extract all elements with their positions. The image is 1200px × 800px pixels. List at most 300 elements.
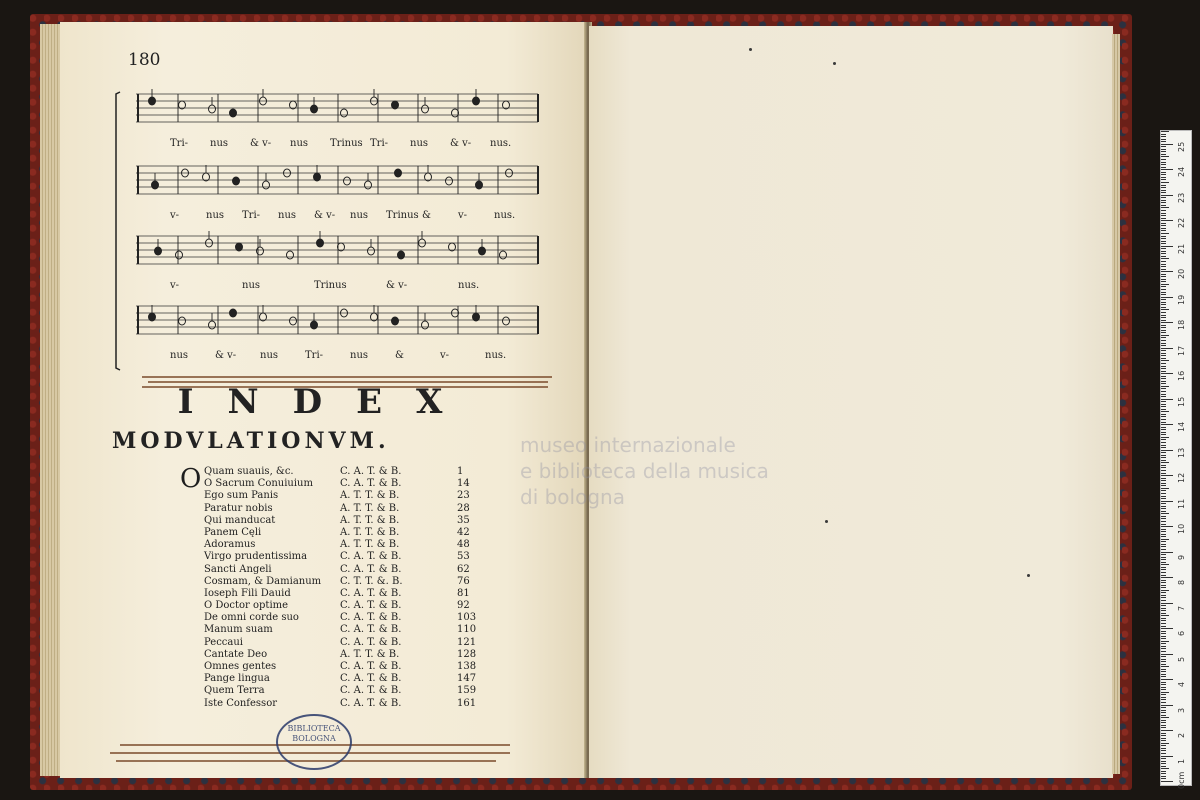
stamp-line: BOLOGNA xyxy=(292,734,336,743)
right-page-blank xyxy=(589,26,1113,778)
ruler-label: 20 xyxy=(1177,269,1186,280)
ruler-tick xyxy=(1161,592,1166,593)
lyric-syllable: v- xyxy=(170,280,180,291)
ruler-tick xyxy=(1161,587,1166,588)
ruler-tick xyxy=(1161,169,1173,170)
index-entry-title: Adoramus xyxy=(204,539,256,551)
index-entry-voices: A. T. T. & B. xyxy=(340,514,400,526)
index-entry-voices: C. A. T. & B. xyxy=(340,661,402,672)
drop-initial: O xyxy=(180,464,202,494)
ruler-tick xyxy=(1161,541,1166,542)
ruler-tick xyxy=(1161,149,1166,150)
ruler-tick xyxy=(1161,343,1166,344)
index-entry xyxy=(180,698,480,710)
ruler-tick xyxy=(1161,503,1166,504)
right-page-edges xyxy=(1112,34,1120,774)
index-entry-title: Sancti Angeli xyxy=(204,563,272,575)
ruler-tick xyxy=(1161,738,1166,739)
ruler-tick xyxy=(1161,279,1166,280)
ruler-tick xyxy=(1161,251,1166,252)
ruler-tick xyxy=(1161,771,1166,772)
ruler-label: 17 xyxy=(1177,345,1186,356)
lyric-syllable: Tri- xyxy=(370,138,389,149)
index-entry-title: Peccaui xyxy=(204,636,243,648)
lyric-syllable: & v- xyxy=(314,210,336,221)
ruler-tick xyxy=(1161,146,1166,147)
ruler-tick xyxy=(1161,597,1166,598)
ruler-tick xyxy=(1161,595,1166,596)
ruler-tick xyxy=(1161,674,1166,675)
watermark-line: e biblioteca della musica xyxy=(520,459,769,483)
index-entry-voices: C. A. T. & B. xyxy=(340,563,402,575)
ruler-tick xyxy=(1161,564,1169,565)
lyric-syllable: & xyxy=(422,210,431,221)
ruler-label: 21 xyxy=(1177,243,1186,254)
note-head xyxy=(479,247,486,255)
ruler-label: 0cm xyxy=(1177,771,1186,789)
ruler-tick xyxy=(1161,467,1166,468)
ruler-tick xyxy=(1161,271,1173,272)
lyric-syllable: v- xyxy=(440,350,450,361)
ruler-tick xyxy=(1161,687,1166,688)
ruler-tick xyxy=(1161,457,1166,458)
ruler-tick xyxy=(1161,299,1166,300)
ruler-tick xyxy=(1161,536,1166,537)
ruler-tick xyxy=(1161,177,1166,178)
ruler-tick xyxy=(1161,758,1166,759)
note-head xyxy=(179,317,186,325)
ruler-tick xyxy=(1161,320,1166,321)
ruler-tick xyxy=(1161,225,1166,226)
ruler-tick xyxy=(1161,230,1166,231)
paper-speck xyxy=(749,48,752,51)
ruler-tick xyxy=(1161,182,1169,183)
ruler-tick xyxy=(1161,350,1166,351)
measurement-ruler xyxy=(1160,130,1192,789)
ruler-tick xyxy=(1161,513,1169,514)
ruler-tick xyxy=(1161,572,1166,573)
ruler-tick xyxy=(1161,355,1166,356)
ruler-tick xyxy=(1161,419,1166,420)
ruler-tick xyxy=(1161,162,1166,163)
ruler-tick xyxy=(1161,404,1166,405)
ruler-tick xyxy=(1161,697,1166,698)
index-entry-voices: C. A. T. & B. xyxy=(340,636,402,648)
ruler-tick xyxy=(1161,297,1173,298)
ruler-tick xyxy=(1161,401,1166,402)
ruler-tick xyxy=(1161,394,1166,395)
note-head xyxy=(422,321,429,329)
index-entry-voices: C. A. T. & B. xyxy=(340,600,402,612)
ruler-tick xyxy=(1161,620,1166,621)
lyric-syllable: nus. xyxy=(490,138,512,149)
ruler-tick xyxy=(1161,406,1166,407)
ruler-tick xyxy=(1161,600,1166,601)
ruler-label: 12 xyxy=(1177,472,1186,484)
ruler-tick xyxy=(1161,465,1166,466)
ruler-tick xyxy=(1161,312,1166,313)
left-page-edges xyxy=(40,24,62,776)
ruler-tick xyxy=(1161,664,1166,665)
ruler-tick xyxy=(1161,679,1173,680)
ruler-tick xyxy=(1161,493,1166,494)
ruler-tick xyxy=(1161,756,1173,757)
ruler-tick xyxy=(1161,480,1166,481)
digital-watermark xyxy=(520,432,850,510)
note-head xyxy=(263,181,270,189)
ruler-tick xyxy=(1161,307,1166,308)
ruler-tick xyxy=(1161,460,1166,461)
ruler-tick xyxy=(1161,411,1169,412)
index-entry-title: Quem Terra xyxy=(204,685,265,697)
ruler-tick xyxy=(1161,730,1173,731)
note-head xyxy=(398,251,405,259)
ruler-tick xyxy=(1161,292,1166,293)
ruler-tick xyxy=(1161,633,1166,634)
ruler-tick xyxy=(1161,348,1173,349)
ruler-tick xyxy=(1161,608,1166,609)
ruler-tick xyxy=(1161,422,1166,423)
index-entry xyxy=(180,661,480,673)
index-entry-title: Quam suauis, &c. xyxy=(204,466,294,477)
index-entry-title: Iste Confessor xyxy=(204,697,277,709)
ruler-tick xyxy=(1161,151,1166,152)
ruler-label: 7 xyxy=(1177,605,1186,611)
note-head xyxy=(392,101,399,109)
ruler-tick xyxy=(1161,228,1166,229)
index-entry-voices: C. T. T. &. B. xyxy=(340,575,403,587)
ruler-tick xyxy=(1161,745,1166,746)
ruler-tick xyxy=(1161,179,1166,180)
ink-stroke xyxy=(142,376,552,378)
ruler-tick xyxy=(1161,720,1166,721)
ruler-tick xyxy=(1161,391,1166,392)
lyric-syllable: nus xyxy=(278,210,297,221)
ruler-tick xyxy=(1161,654,1173,655)
ruler-label: 14 xyxy=(1177,421,1186,433)
ruler-tick xyxy=(1161,134,1166,135)
ruler-tick xyxy=(1161,559,1166,560)
system-brace xyxy=(116,92,120,370)
index-title: INDEX xyxy=(177,382,477,422)
ruler-label: 5 xyxy=(1177,656,1186,662)
ruler-tick xyxy=(1161,335,1169,336)
ruler-tick xyxy=(1161,399,1173,400)
index-entry-page: 48 xyxy=(457,539,470,551)
note-head xyxy=(368,247,375,255)
ruler-tick xyxy=(1161,483,1166,484)
ruler-tick xyxy=(1161,386,1169,387)
ruler-tick xyxy=(1161,659,1166,660)
index-entry xyxy=(180,576,480,588)
ruler-tick xyxy=(1161,534,1166,535)
lyric-syllable: nus xyxy=(290,138,309,149)
ruler-tick xyxy=(1161,676,1166,677)
index-entry-page: 42 xyxy=(457,526,470,538)
note-head xyxy=(152,181,159,189)
ruler-tick xyxy=(1161,638,1166,639)
ruler-tick xyxy=(1161,450,1173,451)
index-entry xyxy=(180,527,480,539)
ruler-label: 8 xyxy=(1177,579,1186,586)
index-entry-title: Manum suam xyxy=(204,624,273,636)
ruler-tick xyxy=(1161,315,1166,316)
ruler-tick xyxy=(1161,552,1173,553)
index-entry xyxy=(180,503,480,515)
ruler-label: 16 xyxy=(1177,370,1186,382)
ruler-label: 22 xyxy=(1177,218,1186,229)
ruler-tick xyxy=(1161,378,1166,379)
ruler-label: 18 xyxy=(1177,319,1186,331)
ruler-tick xyxy=(1161,264,1166,265)
note-head xyxy=(209,105,216,113)
lyric-syllable: nus xyxy=(170,350,189,361)
ruler-tick xyxy=(1161,266,1166,267)
note-head xyxy=(311,105,318,113)
ruler-tick xyxy=(1161,205,1166,206)
index-entry xyxy=(180,478,480,490)
ruler-tick xyxy=(1161,144,1173,145)
ruler-tick xyxy=(1161,763,1166,764)
index-entry-title: De omni corde suo xyxy=(204,612,299,624)
lyric-syllable: v- xyxy=(458,210,468,221)
index-entry xyxy=(180,673,480,685)
ruler-tick xyxy=(1161,776,1166,777)
music-staves-drawing xyxy=(112,88,552,378)
note-head xyxy=(314,173,321,181)
index-entry xyxy=(180,551,480,563)
ruler-tick xyxy=(1161,710,1166,711)
index-entry-page: 28 xyxy=(457,502,470,514)
index-entry xyxy=(180,515,480,527)
ruler-tick xyxy=(1161,715,1166,716)
note-head xyxy=(341,109,348,117)
ruler-tick xyxy=(1161,666,1169,667)
ruler-tick xyxy=(1161,743,1169,744)
ruler-tick xyxy=(1161,340,1166,341)
ruler-tick xyxy=(1161,276,1166,277)
ruler-tick xyxy=(1161,656,1166,657)
index-entry-title: Ego sum Panis xyxy=(204,490,279,502)
index-entry-page: 62 xyxy=(457,563,470,575)
ruler-tick xyxy=(1161,643,1166,644)
ruler-tick xyxy=(1161,488,1169,489)
ruler-tick xyxy=(1161,521,1166,522)
note-head xyxy=(365,181,372,189)
note-head xyxy=(422,105,429,113)
index-subtitle: MODVLATIONVM. xyxy=(112,428,390,454)
ruler-tick xyxy=(1161,192,1166,193)
note-head xyxy=(257,247,264,255)
ruler-tick xyxy=(1161,317,1166,318)
index-entry-title: O Doctor optime xyxy=(204,600,289,612)
ruler-tick xyxy=(1161,325,1166,326)
ruler-tick xyxy=(1161,302,1166,303)
index-entry-title: Cantate Deo xyxy=(204,648,268,660)
ruler-tick xyxy=(1161,258,1169,259)
note-head xyxy=(503,317,510,325)
ruler-tick xyxy=(1161,740,1166,741)
ruler-tick xyxy=(1161,253,1166,254)
ruler-tick xyxy=(1161,309,1169,310)
ruler-tick xyxy=(1161,610,1166,611)
ruler-tick xyxy=(1161,274,1166,275)
ruler-label: 10 xyxy=(1177,523,1186,535)
ruler-label: 3 xyxy=(1177,707,1186,713)
ruler-label: 15 xyxy=(1177,396,1186,407)
ruler-label: 25 xyxy=(1177,141,1186,152)
ruler-tick xyxy=(1161,725,1166,726)
ruler-tick xyxy=(1161,167,1166,168)
ruler-tick xyxy=(1161,197,1166,198)
ruler-tick xyxy=(1161,207,1169,208)
ruler-tick xyxy=(1161,722,1166,723)
ruler-tick xyxy=(1161,213,1166,214)
ruler-tick xyxy=(1161,646,1166,647)
ruler-tick xyxy=(1161,248,1166,249)
ruler-tick xyxy=(1161,330,1166,331)
ruler-tick xyxy=(1161,371,1166,372)
ruler-tick xyxy=(1161,172,1166,173)
ruler-tick xyxy=(1161,358,1166,359)
ruler-tick xyxy=(1161,200,1166,201)
index-entry-voices: C. A. T. & B. xyxy=(340,551,402,563)
index-entry-voices: C. A. T. & B. xyxy=(340,587,402,599)
ruler-tick xyxy=(1161,353,1166,354)
ruler-tick xyxy=(1161,131,1169,132)
ruler-tick xyxy=(1161,526,1173,527)
lyric-syllable: Tri- xyxy=(170,138,189,149)
note-head xyxy=(230,109,237,117)
ruler-tick xyxy=(1161,473,1166,474)
ruler-tick xyxy=(1161,518,1166,519)
ruler-tick xyxy=(1161,238,1166,239)
ruler-tick xyxy=(1161,478,1166,479)
ruler-tick xyxy=(1161,332,1166,333)
ruler-tick xyxy=(1161,424,1173,425)
index-entry xyxy=(180,624,480,636)
note-head xyxy=(452,109,459,117)
index-entry xyxy=(180,612,480,624)
note-head xyxy=(155,247,162,255)
paper-speck xyxy=(825,520,828,523)
lyric-syllable: nus xyxy=(206,210,225,221)
note-head xyxy=(287,251,294,259)
ruler-tick xyxy=(1161,427,1166,428)
lyric-syllable: Trinus xyxy=(314,280,347,291)
ruler-tick xyxy=(1161,506,1166,507)
index-entry-voices: C. A. T. & B. xyxy=(340,466,402,477)
ruler-tick xyxy=(1161,388,1166,389)
lyric-syllable: Tri- xyxy=(305,350,324,361)
ruler-tick xyxy=(1161,727,1166,728)
stamp-line: BIBLIOTECA xyxy=(287,724,341,733)
note-head xyxy=(236,243,243,251)
library-stamp xyxy=(276,714,352,770)
ruler-tick xyxy=(1161,366,1166,367)
ruler-tick xyxy=(1161,498,1166,499)
index-entry-voices: C. A. T. & B. xyxy=(340,673,402,685)
index-entry-voices: A. T. T. & B. xyxy=(340,526,400,538)
note-head xyxy=(230,309,237,317)
ruler-label: 19 xyxy=(1177,294,1186,305)
ruler-tick xyxy=(1161,241,1166,242)
paper-speck xyxy=(833,62,836,65)
index-entry-title: Paratur nobis xyxy=(204,502,273,514)
ruler-tick xyxy=(1161,585,1166,586)
ruler-tick xyxy=(1161,544,1166,545)
ruler-tick xyxy=(1161,529,1166,530)
ruler-tick xyxy=(1161,439,1166,440)
ruler-tick xyxy=(1161,753,1166,754)
ruler-tick xyxy=(1161,261,1166,262)
ruler-tick xyxy=(1161,735,1166,736)
lyric-syllable: & v- xyxy=(215,350,237,361)
index-entry-title: Qui manducat xyxy=(204,514,276,526)
ruler-tick xyxy=(1161,631,1166,632)
index-entry xyxy=(180,539,480,551)
ruler-tick xyxy=(1161,373,1173,374)
index-entry-voices: C. A. T. & B. xyxy=(340,697,402,709)
ruler-tick xyxy=(1161,684,1166,685)
lyric-syllable: & xyxy=(395,350,404,361)
ruler-tick xyxy=(1161,223,1166,224)
ruler-tick xyxy=(1161,669,1166,670)
ruler-tick xyxy=(1161,289,1166,290)
ruler-tick xyxy=(1161,141,1166,142)
note-head xyxy=(311,321,318,329)
ruler-tick xyxy=(1161,692,1169,693)
ruler-tick xyxy=(1161,414,1166,415)
ruler-tick xyxy=(1161,337,1166,338)
ruler-tick xyxy=(1161,286,1166,287)
ruler-tick xyxy=(1161,174,1166,175)
ruler-tick xyxy=(1161,452,1166,453)
ruler-tick xyxy=(1161,733,1166,734)
ruler-tick xyxy=(1161,689,1166,690)
ruler-tick xyxy=(1161,508,1166,509)
ruler-tick xyxy=(1161,603,1173,604)
ruler-tick xyxy=(1161,516,1166,517)
ruler-tick xyxy=(1161,750,1166,751)
ruler-tick xyxy=(1161,447,1166,448)
ruler-tick xyxy=(1161,577,1173,578)
index-entry-title: Panem Cęli xyxy=(204,526,262,538)
lyric-syllable: nus xyxy=(350,350,369,361)
index-entry-voices: A. T. T. & B. xyxy=(340,502,400,514)
ruler-tick xyxy=(1161,623,1166,624)
ruler-tick xyxy=(1161,766,1166,767)
ruler-tick xyxy=(1161,524,1166,525)
ruler-label: 24 xyxy=(1177,167,1186,178)
note-head xyxy=(290,317,297,325)
ruler-tick xyxy=(1161,648,1166,649)
index-entry-page: 14 xyxy=(457,478,470,490)
ruler-tick xyxy=(1161,187,1166,188)
lyric-syllable: nus xyxy=(210,138,229,149)
ruler-tick xyxy=(1161,470,1166,471)
note-head xyxy=(392,317,399,325)
ruler-tick xyxy=(1161,429,1166,430)
ruler-tick xyxy=(1161,218,1166,219)
lyric-syllable: Trinus xyxy=(386,210,419,221)
ruler-tick xyxy=(1161,705,1173,706)
page-number: 180 xyxy=(128,50,161,70)
note-head xyxy=(476,181,483,189)
index-entry-page: 138 xyxy=(457,661,477,672)
ruler-tick xyxy=(1161,557,1166,558)
ruler-tick xyxy=(1161,304,1166,305)
